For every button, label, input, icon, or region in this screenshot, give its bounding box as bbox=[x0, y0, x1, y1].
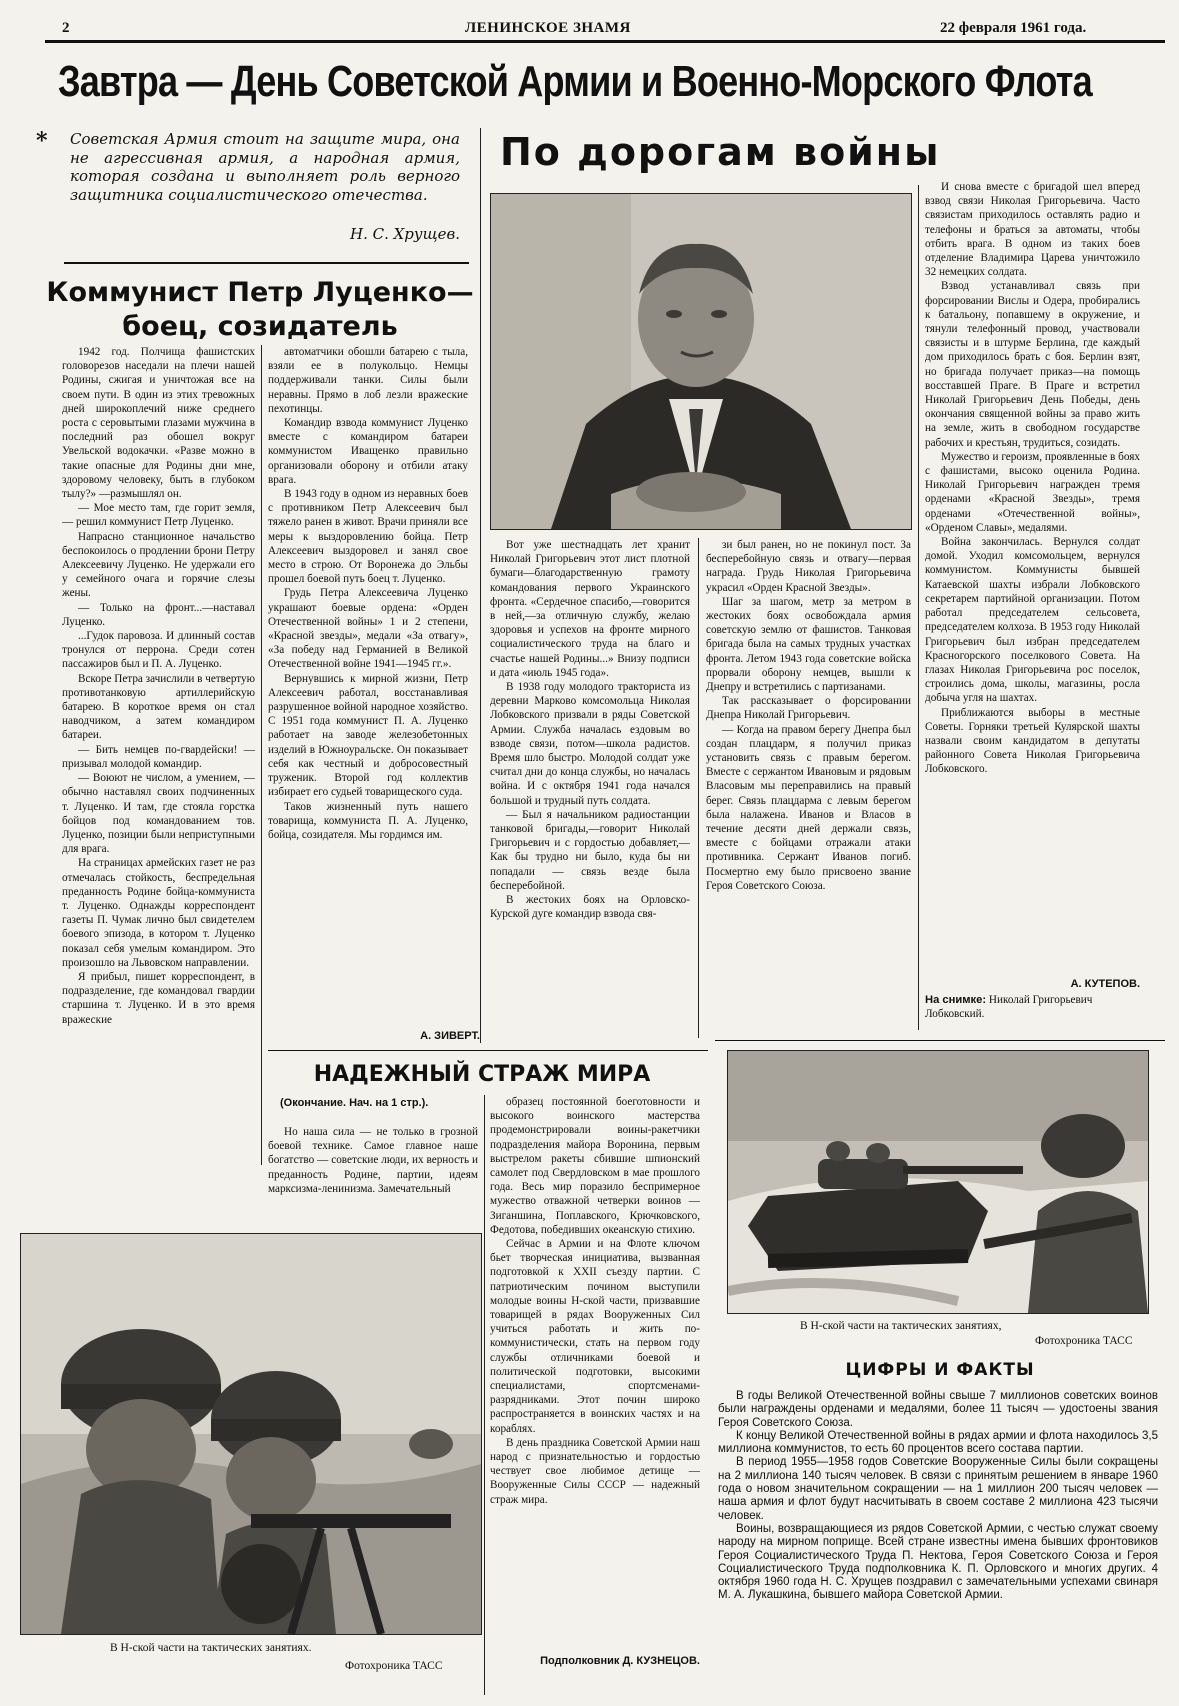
right-photo-credit: Фотохроника ТАСС bbox=[1035, 1335, 1133, 1347]
issue-date: 22 февраля 1961 года. bbox=[940, 20, 1087, 36]
right-photo-caption: В Н-ской части на тактических занятиях, bbox=[800, 1320, 1002, 1332]
paragraph: Шаг за шагом, метр за метром в жестоких боях освобождала армия советскую землю от фашистов. Танковая бригада была на самых трудных участках фронта. Летом 1943 года советские войска прорвали оборону немцев, вышли к Днепру и встретились с партизанами. bbox=[706, 595, 911, 694]
paragraph: Командир взвода коммунист Луценко вместе с командиром батареи коммунистом Иващенко правильно организовали оборону и отбили атаку врага. bbox=[268, 417, 468, 486]
paragraph: — Только на фронт...—наставал Луценко. bbox=[62, 601, 255, 628]
paragraph: ...Гудок паровоза. И длинный состав тронулся от перрона. Среди сотен пассажиров был и П. А. Луценко. bbox=[62, 630, 255, 671]
article3-title: НАДЕЖНЫЙ СТРАЖ МИРА bbox=[313, 1062, 651, 1087]
asterisk-icon: * bbox=[36, 128, 48, 154]
article2-signature: А. КУТЕПОВ. bbox=[1070, 978, 1140, 990]
article1-title-line2: боец, созидатель bbox=[122, 311, 398, 342]
paragraph: автоматчики обошли батарею с тыла, взяли ее в полукольцо. Немцы поддерживали танки. Силы были неравны. Прямо в лоб лезли вражеские пехотинцы. bbox=[268, 346, 468, 415]
left-photo-caption: В Н-ской части на тактических занятиях. bbox=[110, 1642, 312, 1654]
paragraph: Взвод устанавливал связь при форсировании Вислы и Одера, пробирались к батальону, попавшему в окружение, и тянули телефонный провод, участвовали связисты и в штурме Берлина, где каждый дом приходилось брать с боя. Берлин взят, но бригада получает приказ—на помощь восставшей Праге. В Праге и встретил Николай Григорьевич День Победы, день окончания священной войны за право жить на земле, жить в свободном государстве рабочих и крестьян, трудиться, созидать. bbox=[925, 280, 1140, 449]
epigraph-rule bbox=[64, 262, 469, 264]
paragraph: В жестоких боях на Орловско-Курской дуге командир взвода свя- bbox=[490, 894, 690, 921]
portrait-photo bbox=[490, 193, 912, 530]
article1-column1 bbox=[62, 345, 255, 1160]
page-number: 2 bbox=[62, 20, 70, 36]
paragraph: Напрасно станционное начальство беспокоилось о продлении брони Петру Алексеевичу Луценко. Не удержали его у семейного очага и горячие слезы жены. bbox=[62, 530, 255, 600]
paragraph: — Когда на правом берегу Днепра был создан плацдарм, я получил приказ установить связь с правым берегом. Вместе с сержантом Ивановым и рядовым Власовым мы переправились на правый берег. Связь плацдарма с левым берегом была налажена. Иванов и Власов в течение десяти дней держали связь, вместе с бойцами отражали атаки противника. Сержант Иванов погиб. Посмертно ему было присвоено звание Героя Советского Союза. bbox=[706, 723, 911, 892]
paragraph: Воины, возвращающиеся из рядов Советской Армии, с честью служат своему народу на мирном поприще. Всей стране известны имена бывших фронтовиков Героя Социалистического Труда П. Нектова, Героя Советского Союза и Героя Социалистического Труда подполковника К. П. Орловского и многих других. 4 октября 1960 года Н. С. Хрущев поздравил с замечательными успехами свинаря М. А. Лукашкина, бывшего майора Советской Армии. bbox=[718, 1522, 1158, 1602]
article2-column2 bbox=[706, 538, 911, 1038]
paragraph: В день праздника Советской Армии наш народ с признательностью и гордостью чествует свое любимое детище — Вооруженные Силы СССР — надежный страж мира. bbox=[490, 1436, 700, 1506]
paragraph: Вскоре Петра зачислили в четвертую противотанковую артиллерийскую батарею. В короткое время он стал наводчиком, а затем командиром батареи. bbox=[62, 672, 255, 742]
photo-note-label: На снимке: bbox=[925, 994, 987, 1006]
masthead-rule bbox=[45, 40, 1165, 43]
paragraph: В период 1955—1958 годов Советские Вооруженные Силы были сокращены на 2 миллиона 140 тысяч человек. В связи с принятым решением в январе 1960 года о новом значительном сокращении — на 1 миллион 200 тысяч человек — наша армия и флот будут насчитывать в своем составе 2 миллиона 423 тысячи человек. bbox=[718, 1456, 1158, 1522]
paragraph: образец постоянной боеготовности и высокого воинского мастерства продемонстрировали воины-ракетчики подразделения майора Воронина, первым выстрелом ракеты сбившие шпионский самолет под Свердловском в мае прошлого года. Весь мир поразило беспримерное мужество отважной четверки воинов — Зиганшина, Поплавского, Крючковского, Федотова, победивших океанскую стихию. bbox=[490, 1096, 700, 1236]
article3-signature: Подполковник Д. КУЗНЕЦОВ. bbox=[540, 1655, 700, 1667]
portrait-illustration bbox=[491, 194, 911, 529]
column-divider bbox=[261, 345, 262, 1165]
soldiers-illustration bbox=[21, 1234, 481, 1634]
paragraph: Таков жизненный путь нашего товарища, коммуниста П. А. Луценко, бойца, созидателя. Мы гордимся им. bbox=[268, 800, 468, 841]
paragraph: Но наша сила — не только в грозной боевой технике. Самое главное наше богатство — советские люди, их верность и преданность Родине, партии, идеям марксизма-ленинизма. Замечательный bbox=[268, 1126, 478, 1195]
article1-signature: А. ЗИВЕРТ. bbox=[420, 1030, 480, 1042]
paragraph: 1942 год. Полчища фашистских головорезов наседали на плечи нашей Родины, сжигая и уничтожая все на своем пути. В один из этих тревожных дней широкоплечий ниже среднего роста с серовытыми глазами мужчина в последний раз обошел вокруг Увельской водокачки. «Разве можно в такие опасные для Родины дни мне, здоровому человеку, быть в глубоком тылу?» —размышлял он. bbox=[62, 346, 255, 501]
paragraph: Вот уже шестнадцать лет хранит Николай Григорьевич этот лист плотной бумаги—благодарственную грамоту командования первого Украинского фронта. «Сердечное спасибо,—говорится в ней,—за отличную службу, желаю здоровья и успехов на фронте мирного социалистического труда на благо и счастье нашей Родины...» Внизу подписи и дата «июль 1945 года». bbox=[490, 539, 690, 679]
epigraph-author: Н. С. Хрущев. bbox=[349, 225, 460, 243]
facts-title: ЦИФРЫ И ФАКТЫ bbox=[845, 1360, 1035, 1380]
paragraph: К концу Великой Отечественной войны в рядах армии и флота находилось 3,5 миллиона коммунистов, то есть 60 процентов всего состава партии. bbox=[718, 1429, 1158, 1456]
paragraph: В 1938 году молодого тракториста из деревни Марково комсомольца Николая Лобковского призвали в ряды Советской Армии. Служба началась ездовым во взводе связи, потом—школа радистов. Время шло быстро. Молодой солдат уже считал дни до конца службы, но началась война. И с октября 1941 года начался большой и трудный путь солдата. bbox=[490, 681, 690, 807]
paragraph: — Бить немцев по-гвардейски! —призывал молодой командир. bbox=[62, 743, 255, 770]
left-photo-credit: Фотохроника ТАСС bbox=[345, 1660, 443, 1672]
article1-title-line1: Коммунист Петр Луценко— bbox=[46, 277, 474, 308]
paragraph: Я прибыл, пишет корреспондент, в подразделение, где командовал гвардии старшина т. Луценко. И в это время вражеские bbox=[62, 970, 255, 1026]
article3-column1 bbox=[268, 1125, 478, 1215]
paragraph: И снова вместе с бригадой шел вперед взвод связи Николая Григорьевича. Часто связистам приходилось оставлять радио и телефоны и браться за автоматы, чтобы отбить врага. В одном из таких боев отделение Владимира Царева уничтожило 32 немецких солдата. bbox=[925, 181, 1140, 279]
soldiers-photo bbox=[20, 1233, 482, 1635]
newspaper-name: ЛЕНИНСКОЕ ЗНАМЯ bbox=[465, 20, 631, 36]
facts-body bbox=[718, 1390, 1158, 1695]
paragraph: Грудь Петра Алексеевича Луценко украшают боевые ордена: «Орден Отечественной войны» 1 и 2 степени, «Красной звезды», медали «За отвагу», «За победу над Германией в Великой Отечественной войне 1941—1945 гг.». bbox=[268, 587, 468, 671]
paragraph: Мужество и героизм, проявленные в боях с фашистами, высоко оценила Родина. Николай Григорьевич награжден тремя орденами «Красной Звезды», тремя орденами «Отечественной войны», «Орденом Славы», медалями. bbox=[925, 450, 1140, 534]
paragraph: В 1943 году в одном из неравных боев с противником Петр Алексеевич был тяжело ранен в живот. Врачи приняли все меры к выздоровлению бойца. Петр Алексеевич выздоровел и занял свое место в строю. От Воронежа до Эльбы прошел боевой путь боец т. Луценко. bbox=[268, 488, 468, 586]
section-divider bbox=[480, 128, 481, 1043]
column-divider bbox=[918, 185, 919, 1030]
column-divider bbox=[698, 538, 699, 1038]
paragraph: В годы Великой Отечественной войны свыше 7 миллионов советских воинов были награждены орденами и медалями, более 11 тысяч — удостоены звания Героя Советского Союза. bbox=[718, 1390, 1158, 1429]
article2-column3 bbox=[925, 180, 1140, 975]
article3-top-rule bbox=[268, 1050, 708, 1051]
paragraph: зи был ранен, но не покинул пост. За бесперебойную связь и отвагу—первая награда. Грудь Николая Григорьевича украсил «Орден Красной Звезды». bbox=[706, 539, 911, 594]
epigraph-text: Советская Армия стоит на защите мира, она не агрессивная армия, а народная армия, которая создана и выполняет роль верного защитника социалистического отечества. bbox=[70, 130, 460, 204]
paragraph: Вернувшись к мирной жизни, Петр Алексеевич работал, восстанавливая разрушенное войной народное хозяйство. С 1951 года коммунист П. А. Луценко работает на заводе железобетонных изделий в Южноуральске. Он показывает себя как честный и добросовестный труженик. Второй год коллектив избирает его судьей товарищеского суда. bbox=[268, 672, 468, 799]
article1-title bbox=[40, 276, 480, 344]
banner-headline: Завтра — День Советской Армии и Военно-Морского Флота bbox=[58, 57, 1092, 106]
article2-title: По дорогам войны bbox=[500, 130, 941, 174]
article3-column2 bbox=[490, 1095, 700, 1650]
article3-subtitle: (Окончание. Нач. на 1 стр.). bbox=[280, 1097, 429, 1109]
paragraph: Так рассказывает о форсировании Днепра Николай Григорьевич. bbox=[706, 695, 911, 722]
paragraph: Приближаются выборы в местные Советы. Горняки третьей Кулярской шахты назвали своим кандидатом в депутаты районного Совета Николая Григорьевича Лобковского. bbox=[925, 706, 1140, 776]
paragraph: Война закончилась. Вернулся солдат домой. Уходил комсомольцем, вернулся коммунистом. Коммунисты бывшей Катаевской шахты избрали Лобковского секретарем партийной организации. Потом работал председателем сельсовета, председателем колхоза. В 1953 году Николай Григорьевич был избран председателем Красногорского поселкового Совета. На глазах Николая Григорьевича рос поселок, строились дома, школы, магазины, росла добыча угля на шахтах. bbox=[925, 536, 1140, 705]
paragraph: — Был я начальником радиостанции танковой бригады,—говорит Николай Григорьевич и с гордостью добавляет,—Как бы трудно ни было, куда бы ни попадали — связь везде была бесперебойной. bbox=[490, 808, 690, 892]
article1-column2 bbox=[268, 345, 468, 1025]
paragraph: — Мое место там, где горит земля, — решил коммунист Петр Луценко. bbox=[62, 502, 255, 529]
photo-note bbox=[925, 993, 1140, 1033]
tank-illustration bbox=[728, 1051, 1148, 1313]
article2-column1 bbox=[490, 538, 690, 1038]
paragraph: Сейчас в Армии и на Флоте ключом бьет творческая инициатива, вызванная подготовкой к XXII съезду партии. С патриотическим почином выступили молодые воины Н-ской части, призвавшие товарищей в рядах Вооруженных Сил учиться работать и жить по-коммунистически, стать на первом году службы отличниками боевой и политической подготовки, высокими специалистами, спортсменами-разрядниками. Этот почин широко распространяется в воинских частях и на кораблях. bbox=[490, 1238, 700, 1435]
photo-note-text: Николай Григорьевич Лобковский. bbox=[925, 994, 1093, 1021]
tank-photo bbox=[727, 1050, 1149, 1314]
column-divider bbox=[484, 1095, 485, 1695]
photo-top-rule bbox=[715, 1040, 1165, 1041]
paragraph: На страницах армейских газет не раз отмечалась стойкость, беспредельная преданность Родине бойца-коммуниста т. Луценко. Однажды корреспондент газеты П. Чумак лично был свидетелем боевого эпизода, в котором т. Луценко показал себя умелым командиром. Это произошло на Львовском направлении. bbox=[62, 857, 255, 969]
paragraph: — Воюют не числом, а умением, —обычно наставлял своих подчиненных т. Луценко. И там, где стояла горстка бойцов под командованием тов. Луценко, позиции были неприступными для врага. bbox=[62, 772, 255, 856]
